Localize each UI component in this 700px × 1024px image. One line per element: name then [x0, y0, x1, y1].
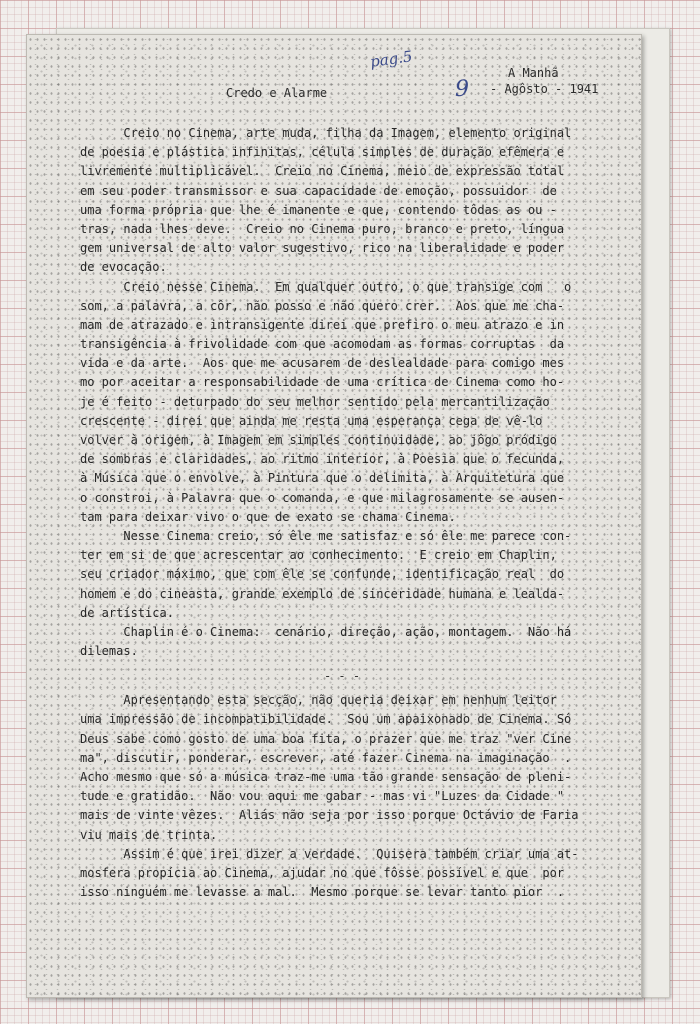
text-line: gem universal de alto valor sugestivo, rico na liberalidade e poder — [80, 241, 565, 256]
text-line: de artística. — [80, 605, 174, 620]
handwritten-day: 9 — [455, 77, 469, 102]
text-line: isso ninguém me levasse a mal. Mesmo porque se levar tanto pior . — [80, 885, 565, 900]
text-line: seu criador máximo, que com êle se confunde, identificação real do — [80, 567, 565, 582]
publication-date: - Agôsto - 1941 — [490, 82, 599, 96]
text-line: Acho mesmo que só a música traz-me uma tão grande sensação de pleni- — [80, 770, 572, 784]
text-line: mam de atrazado e intransigente direi que prefiro o meu atrazo e in — [80, 317, 565, 332]
text-line: dilemas. — [80, 644, 138, 659]
text-line: viu mais de trinta. — [80, 827, 218, 842]
text-line: de sombras e claridades, ao ritmo interior, à Poesia que o fecunda, — [80, 452, 565, 467]
text-line: mo por aceitar a responsabilidade de uma crítica de Cinema como ho- — [80, 375, 565, 390]
text-line: de evocação. — [80, 260, 167, 275]
text-line: crescente - direi que ainda me resta uma esperança cega de vê-lo — [80, 413, 543, 428]
text-line: de poesia e plástica infinitas, célula simples de duração efêmera e — [80, 145, 565, 160]
newspaper-name: A Manhã — [508, 66, 559, 80]
article-title: Credo e Alarme — [226, 86, 328, 100]
text-line: Assim é que irei dizer a verdade. Quisera também criar uma at- — [80, 846, 579, 861]
handwritten-page-note: pag.5 — [368, 47, 414, 71]
text-line: som, a palavra, a côr, não posso e não quero crer. Aos que me cha- — [80, 298, 565, 313]
text-line: livremente multiplicável. Creio no Cinema, meio de expressão total — [80, 164, 565, 179]
text-line: transigência à frivolidade com que acomodam as formas corruptas da — [80, 337, 565, 352]
text-line: je é feito - deturpado do seu melhor sentido pela mercantilização — [80, 394, 550, 409]
text-line: Chaplin é o Cinema: cenário, direção, ação, montagem. Não há — [80, 624, 572, 639]
text-line: Creio nesse Cinema. Em qualquer outro, o que transige com o — [80, 279, 572, 294]
article-body — [80, 124, 604, 902]
text-line: o constroi, à Palavra que o comanda, e que milagrosamente se ausen- — [80, 490, 565, 505]
text-line: à Música que o envolve, à Pintura que o delimita, à Arquitetura que — [80, 471, 565, 486]
text-line: mais de vinte vêzes. Aliás não seja por isso porque Octávio de Faria — [80, 808, 579, 823]
text-line: uma forma própria que lhe é imanente e que, contendo tôdas as ou - — [80, 202, 557, 217]
text-line: ma", discutir, ponderar, escrever, até fazer Cinema na imaginação . — [80, 750, 572, 765]
text-line: ter em si de que acrescentar ao conhecimento. E creio em Chaplin, — [80, 548, 557, 563]
text-line: em seu poder transmissor e sua capacidade de emoção, possuidor de — [80, 183, 557, 198]
text-line: volver à origem, à Imagem em simples continuidade, ao jôgo pródigo — [80, 433, 557, 447]
text-line: uma impressão de incompatibilidade. Sou um apaixonado de Cinema. Só — [80, 712, 572, 727]
text-line: tam para deixar vivo o que de exato se chama Cinema. — [80, 509, 456, 524]
text-line: tude e gratidão. Não vou aqui me gabar - mas vi "Luzes da Cidade " — [80, 789, 565, 804]
text-line: Creio no Cinema, arte muda, filha da Imagem, elemento original — [80, 126, 572, 140]
text-line: Apresentando esta secção, não queria deixar em nenhum leitor — [80, 693, 557, 708]
text-line: homem e do cineasta, grande exemplo de sinceridade humana e lealda- — [80, 586, 565, 601]
section-separator: - - - — [323, 668, 361, 683]
text-line: mosfera propícia ao Cinema, ajudar no que fôsse possível e que por — [80, 865, 565, 880]
text-line: vida e da arte. Aos que me acusarem de deslealdade para comigo mes — [80, 356, 565, 371]
text-line: Nesse Cinema creio, só êle me satisfaz e só êle me parece con- — [80, 528, 572, 543]
text-line: Deus sabe como gosto de uma boa fita, o prazer que me traz "ver Cine — [80, 731, 572, 746]
text-line: tras, nada lhes deve. Creio no Cinema puro, branco e preto, língua — [80, 221, 565, 236]
